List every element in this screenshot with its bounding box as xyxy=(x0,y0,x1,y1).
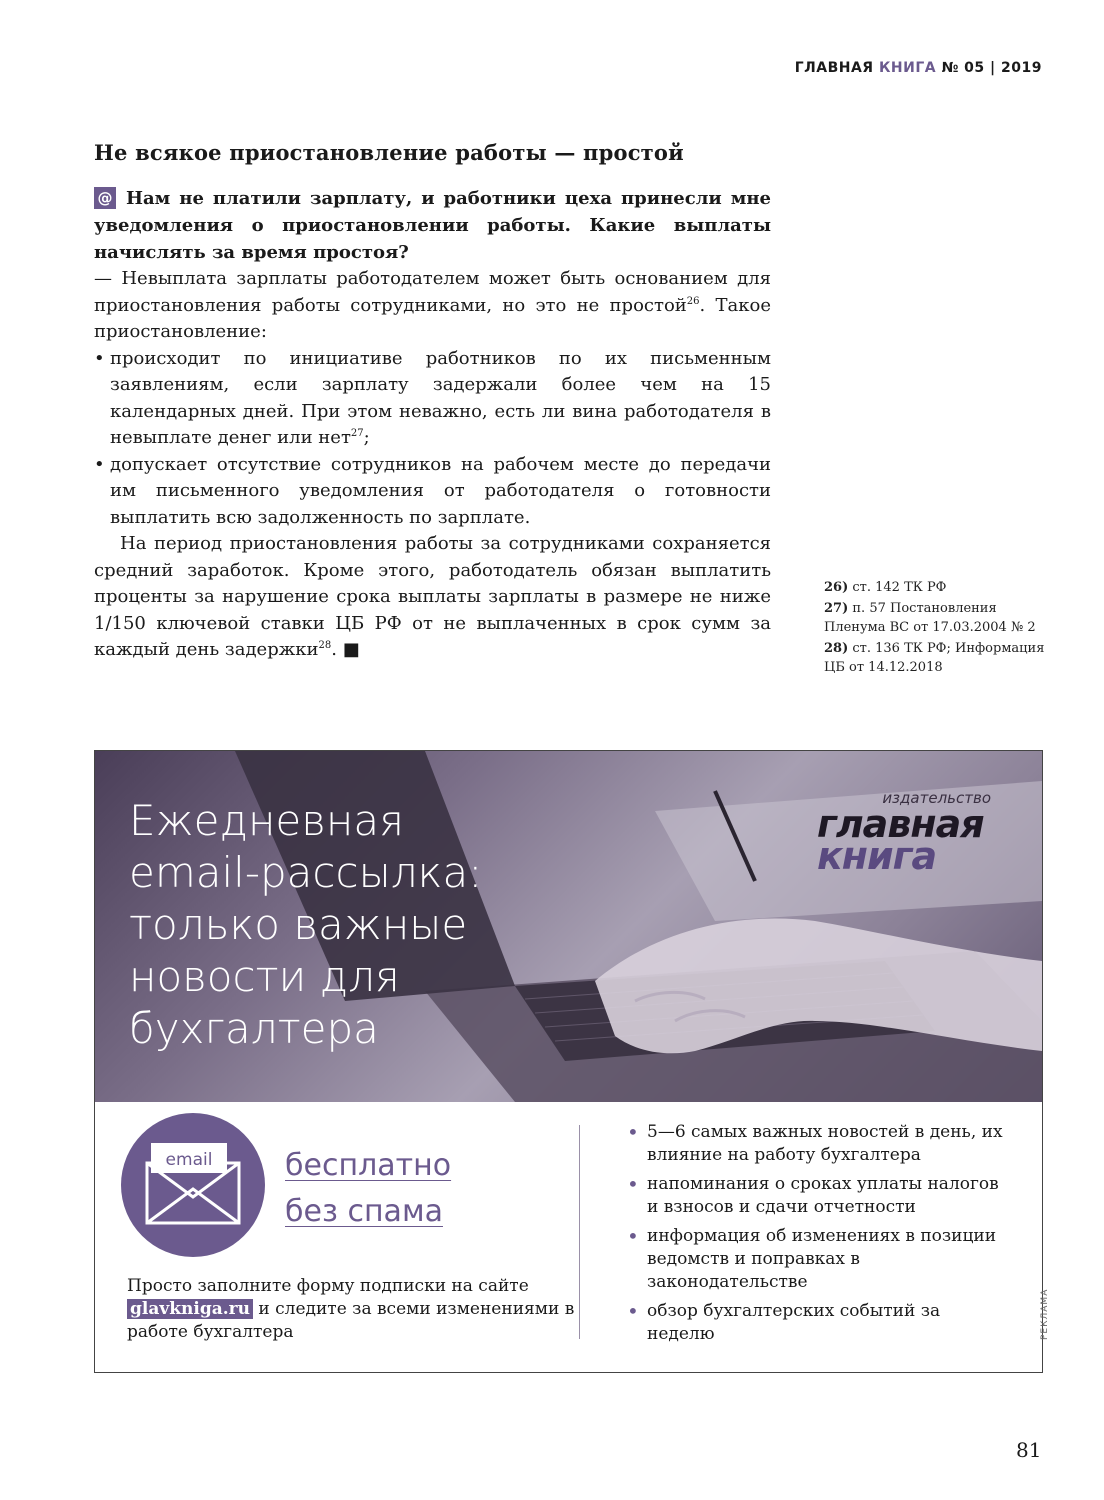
answer-intro-text: — Невыплата зарплаты работодателем может быть основанием для приостановления работы сотрудниками, но это не простой xyxy=(94,268,771,316)
footnote-text: ст. 142 ТК РФ xyxy=(852,580,947,595)
footnote xyxy=(824,578,1054,597)
closing-tail: . ■ xyxy=(331,639,360,660)
free-line2: без спама xyxy=(285,1194,443,1229)
footnote-text: п. 57 Постановления Пленума ВС от 17.03.2004 № 2 xyxy=(824,601,1036,635)
envelope-graphic xyxy=(121,1113,265,1257)
headline-line: бухгалтера xyxy=(129,1004,379,1053)
vertical-divider xyxy=(579,1125,580,1339)
article xyxy=(94,140,771,664)
ad-headline xyxy=(129,795,559,1055)
feature-list xyxy=(625,1121,1005,1352)
brand-part1: ГЛАВНАЯ xyxy=(794,60,874,76)
article-title: Не всякое приостановление работы — простой xyxy=(94,140,684,165)
issue-number: № 05 | 2019 xyxy=(941,60,1042,76)
logo-line1: главная xyxy=(817,802,984,846)
envelope-label: email xyxy=(165,1150,213,1170)
laptop-photo xyxy=(95,751,1042,1102)
headline-line: новости для xyxy=(129,952,400,1001)
footnote-ref-28[interactable]: 28 xyxy=(318,640,332,651)
free-line1: бесплатно xyxy=(285,1148,452,1183)
feature-item: • напоминания о сроках уплаты налогов и взносов и сдачи отчетности xyxy=(625,1173,1005,1219)
footnote-num: 27) xyxy=(824,601,849,616)
bullet-item xyxy=(94,452,771,532)
brand-part2: КНИГА xyxy=(878,60,937,76)
feature-item: • 5—6 самых важных новостей в день, их влияние на работу бухгалтера xyxy=(625,1121,1005,1167)
logo-subtitle: издательство xyxy=(882,789,991,807)
bullet-item xyxy=(94,346,771,452)
advertisement[interactable] xyxy=(94,750,1043,1373)
question xyxy=(94,185,771,266)
footnotes xyxy=(824,578,1054,679)
subscribe-after: и следите за всеми изменениями в работе бухгалтера xyxy=(127,1299,575,1342)
answer-bullets xyxy=(94,346,771,532)
subscribe-before: Просто заполните форму подписки на сайте xyxy=(127,1276,529,1296)
feature-item: • информация об изменениях в позиции ведомств и поправках в законодательстве xyxy=(625,1225,1005,1294)
publisher-logo xyxy=(817,789,997,878)
footnote-ref-27[interactable]: 27 xyxy=(350,428,364,439)
subscribe-text xyxy=(127,1275,577,1344)
envelope-icon xyxy=(121,1113,265,1257)
question-text: Нам не платили зарплату, и работники цеха принесли мне уведомления о приостановлении работы. Какие выплаты начислять за время простоя? xyxy=(94,188,771,263)
page-number: 81 xyxy=(1016,1438,1042,1462)
feature-item: • обзор бухгалтерских событий за неделю xyxy=(625,1300,1005,1346)
footnote-ref-26[interactable]: 26 xyxy=(686,295,700,307)
bullet2-text: допускает отсутствие сотрудников на рабочем месте до передачи им письменного уведомления от работодателя о готовности выплатить всю задолженность по зарплате. xyxy=(110,453,771,528)
answer-intro xyxy=(94,266,771,346)
footnote-text: ст. 136 ТК РФ; Информация ЦБ от 14.12.2018 xyxy=(824,641,1045,675)
site-link[interactable]: glavkniga.ru xyxy=(127,1299,253,1319)
magazine-header xyxy=(795,60,1042,76)
answer-intro-tail: . Такое приостановление: xyxy=(94,294,771,342)
logo-line2: книга xyxy=(817,834,937,878)
footnote-num: 28) xyxy=(824,641,849,656)
question-at-icon: @ xyxy=(94,187,116,209)
headline-line: Ежедневная xyxy=(129,796,404,845)
closing-paragraph xyxy=(94,531,771,664)
footnote xyxy=(824,639,1054,677)
closing-text: На период приостановления работы за сотрудниками сохраняется средний заработок. Кроме этого, работодатель обязан выплатить проценты за нарушение срока выплаты зарплаты в размере не ниже 1/150 ключевой ставки ЦБ РФ от не выплаченных в срок сумм за каждый день задержки xyxy=(94,533,771,660)
bullet1-tail: ; xyxy=(363,427,370,448)
bullet1-text: происходит по инициативе работников по их письменным заявлениям, если зарплату задержали более чем на 15 календарных дней. При этом неважно, есть ли вина работодателя в невыплате денег или нет xyxy=(110,347,771,448)
headline-line: только важные xyxy=(129,900,468,949)
ad-label: РЕКЛАМА xyxy=(1040,1288,1050,1340)
free-no-spam[interactable] xyxy=(285,1143,451,1235)
footnote xyxy=(824,599,1054,637)
footnote-num: 26) xyxy=(824,580,849,595)
headline-line: email-рассылка: xyxy=(129,848,483,897)
